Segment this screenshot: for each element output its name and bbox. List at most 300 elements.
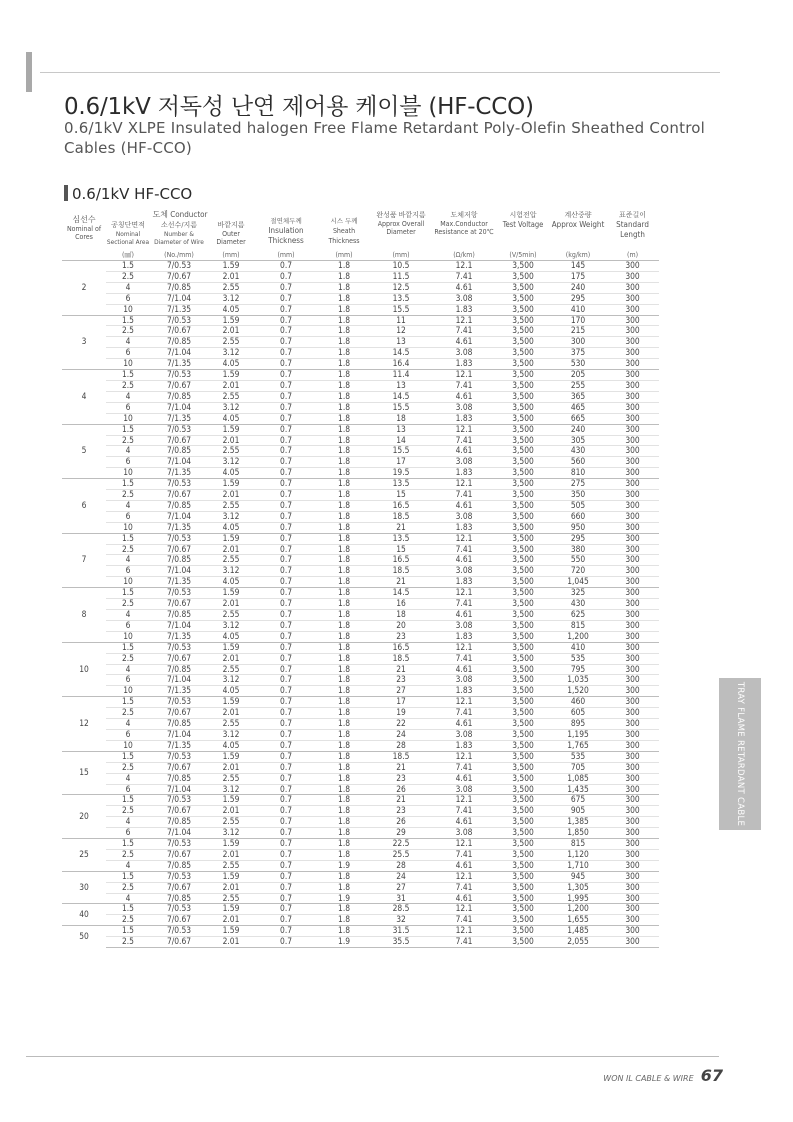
cell-overall-diameter: 13 — [370, 380, 432, 391]
table-row — [62, 413, 659, 424]
cell-test-voltage: 3,500 — [496, 424, 550, 435]
cell-area: 6 — [106, 828, 150, 839]
cell-area: 2.5 — [106, 806, 150, 817]
cell-area: 1.5 — [106, 795, 150, 806]
cell-resistance: 12.1 — [432, 839, 496, 850]
cell-length: 300 — [606, 271, 659, 282]
cell-wires: 7/1.04 — [150, 457, 208, 468]
cell-sheath: 1.8 — [318, 500, 370, 511]
cell-outer-diameter: 3.12 — [208, 566, 254, 577]
cell-outer-diameter: 1.59 — [208, 904, 254, 915]
cell-overall-diameter: 18.5 — [370, 566, 432, 577]
cell-test-voltage: 3,500 — [496, 500, 550, 511]
cell-overall-diameter: 22.5 — [370, 839, 432, 850]
cell-resistance: 3.08 — [432, 457, 496, 468]
unit-weight: (kg/km) — [565, 251, 591, 259]
cell-insulation: 0.7 — [254, 795, 318, 806]
cell-outer-diameter: 1.59 — [208, 795, 254, 806]
cell-weight: 325 — [550, 588, 606, 599]
cell-test-voltage: 3,500 — [496, 293, 550, 304]
cell-sheath: 1.8 — [318, 915, 370, 926]
cell-length: 300 — [606, 664, 659, 675]
cell-overall-diameter: 14.5 — [370, 348, 432, 359]
cell-test-voltage: 3,500 — [496, 784, 550, 795]
table-row — [62, 620, 659, 631]
cell-test-voltage: 3,500 — [496, 271, 550, 282]
table-row — [62, 817, 659, 828]
cell-resistance: 4.61 — [432, 893, 496, 904]
cell-area: 4 — [106, 893, 150, 904]
cell-outer-diameter: 4.05 — [208, 522, 254, 533]
cell-insulation: 0.7 — [254, 631, 318, 642]
cell-test-voltage: 3,500 — [496, 479, 550, 490]
table-row — [62, 293, 659, 304]
cell-area: 2.5 — [106, 653, 150, 664]
cell-length: 300 — [606, 904, 659, 915]
cell-insulation: 0.7 — [254, 675, 318, 686]
cell-length: 300 — [606, 566, 659, 577]
cell-area: 1.5 — [106, 261, 150, 272]
cell-sheath: 1.8 — [318, 479, 370, 490]
cell-weight: 175 — [550, 271, 606, 282]
cell-area: 10 — [106, 522, 150, 533]
cell-outer-diameter: 2.01 — [208, 708, 254, 719]
cell-sheath: 1.9 — [318, 860, 370, 871]
table-row — [62, 457, 659, 468]
cell-area: 6 — [106, 675, 150, 686]
cell-sheath: 1.8 — [318, 282, 370, 293]
cell-outer-diameter: 1.59 — [208, 479, 254, 490]
cell-weight: 365 — [550, 391, 606, 402]
cell-area: 4 — [106, 500, 150, 511]
cell-insulation: 0.7 — [254, 326, 318, 337]
header-overall-ko: 완성품 바깥지름 — [376, 211, 426, 219]
cell-wires: 7/0.53 — [150, 926, 208, 937]
cell-area: 2.5 — [106, 271, 150, 282]
cell-cores: 40 — [62, 904, 106, 926]
cell-overall-diameter: 11.4 — [370, 370, 432, 381]
header-area-en: Nominal Sectional Area — [106, 230, 150, 246]
cell-cores: 3 — [62, 315, 106, 370]
cell-outer-diameter: 2.01 — [208, 490, 254, 501]
cell-weight: 1,520 — [550, 686, 606, 697]
cell-area: 1.5 — [106, 697, 150, 708]
cell-overall-diameter: 31.5 — [370, 926, 432, 937]
cell-sheath: 1.8 — [318, 566, 370, 577]
cell-weight: 465 — [550, 402, 606, 413]
cell-overall-diameter: 27 — [370, 882, 432, 893]
table-row — [62, 719, 659, 730]
cell-test-voltage: 3,500 — [496, 315, 550, 326]
header-length-ko: 표준길이 — [619, 211, 647, 219]
cell-resistance: 7.41 — [432, 882, 496, 893]
cell-sheath: 1.8 — [318, 653, 370, 664]
cell-outer-diameter: 3.12 — [208, 402, 254, 413]
cell-test-voltage: 3,500 — [496, 773, 550, 784]
cell-insulation: 0.7 — [254, 828, 318, 839]
cell-length: 300 — [606, 522, 659, 533]
cell-insulation: 0.7 — [254, 817, 318, 828]
header-divider — [40, 72, 720, 73]
cell-weight: 905 — [550, 806, 606, 817]
cell-overall-diameter: 22 — [370, 719, 432, 730]
cell-outer-diameter: 2.55 — [208, 893, 254, 904]
table-row — [62, 729, 659, 740]
cell-length: 300 — [606, 860, 659, 871]
cell-outer-diameter: 3.12 — [208, 511, 254, 522]
cell-area: 10 — [106, 304, 150, 315]
table-row — [62, 435, 659, 446]
cell-wires: 7/0.67 — [150, 937, 208, 948]
table-row — [62, 282, 659, 293]
cell-insulation: 0.7 — [254, 871, 318, 882]
cell-outer-diameter: 2.55 — [208, 446, 254, 457]
cell-resistance: 4.61 — [432, 282, 496, 293]
cell-test-voltage: 3,500 — [496, 370, 550, 381]
table-row — [62, 697, 659, 708]
cell-sheath: 1.8 — [318, 402, 370, 413]
table-row — [62, 588, 659, 599]
cell-test-voltage: 3,500 — [496, 653, 550, 664]
cell-wires: 7/0.53 — [150, 904, 208, 915]
cell-test-voltage: 3,500 — [496, 795, 550, 806]
cell-overall-diameter: 16 — [370, 599, 432, 610]
cell-sheath: 1.8 — [318, 806, 370, 817]
cell-resistance: 1.83 — [432, 631, 496, 642]
header-area — [106, 220, 150, 246]
cell-sheath: 1.8 — [318, 457, 370, 468]
cell-length: 300 — [606, 380, 659, 391]
cell-outer-diameter: 2.55 — [208, 500, 254, 511]
table-row — [62, 751, 659, 762]
cell-outer-diameter: 1.59 — [208, 697, 254, 708]
cell-weight: 1,995 — [550, 893, 606, 904]
table-row — [62, 446, 659, 457]
cell-test-voltage: 3,500 — [496, 849, 550, 860]
cell-weight: 275 — [550, 479, 606, 490]
cell-overall-diameter: 28.5 — [370, 904, 432, 915]
cell-test-voltage: 3,500 — [496, 675, 550, 686]
header-insulation-ko: 절연체두께 — [270, 217, 302, 225]
cell-wires: 7/1.04 — [150, 784, 208, 795]
cell-cores: 6 — [62, 479, 106, 534]
cell-test-voltage: 3,500 — [496, 599, 550, 610]
cell-wires: 7/0.67 — [150, 490, 208, 501]
cell-length: 300 — [606, 740, 659, 751]
cell-sheath: 1.8 — [318, 642, 370, 653]
cell-insulation: 0.7 — [254, 293, 318, 304]
table-row — [62, 479, 659, 490]
cell-resistance: 7.41 — [432, 806, 496, 817]
cell-sheath: 1.8 — [318, 533, 370, 544]
cell-sheath: 1.8 — [318, 555, 370, 566]
cell-resistance: 12.1 — [432, 261, 496, 272]
cell-weight: 350 — [550, 490, 606, 501]
cell-resistance: 4.61 — [432, 337, 496, 348]
cell-overall-diameter: 18.5 — [370, 751, 432, 762]
cell-test-voltage: 3,500 — [496, 490, 550, 501]
cell-cores: 15 — [62, 751, 106, 795]
cell-weight: 795 — [550, 664, 606, 675]
cell-resistance: 12.1 — [432, 315, 496, 326]
cell-weight: 605 — [550, 708, 606, 719]
cell-sheath: 1.8 — [318, 261, 370, 272]
unit-overall: (mm) — [392, 251, 410, 259]
cell-outer-diameter: 4.05 — [208, 468, 254, 479]
cell-sheath: 1.8 — [318, 370, 370, 381]
table-row — [62, 370, 659, 381]
cell-overall-diameter: 21 — [370, 762, 432, 773]
cell-length: 300 — [606, 490, 659, 501]
cell-sheath: 1.8 — [318, 719, 370, 730]
cell-area: 4 — [106, 610, 150, 621]
header-weight-en: Approx Weight — [551, 220, 605, 229]
cell-resistance: 12.1 — [432, 588, 496, 599]
cell-outer-diameter: 2.55 — [208, 817, 254, 828]
footer-brand: WON IL CABLE & WIRE — [603, 1074, 694, 1083]
cell-area: 4 — [106, 860, 150, 871]
cell-weight: 1,765 — [550, 740, 606, 751]
cell-outer-diameter: 2.01 — [208, 435, 254, 446]
cell-outer-diameter: 1.59 — [208, 751, 254, 762]
cell-overall-diameter: 12 — [370, 326, 432, 337]
cell-resistance: 4.61 — [432, 817, 496, 828]
header-overall-en: Approx Overall Diameter — [377, 220, 425, 236]
cell-test-voltage: 3,500 — [496, 457, 550, 468]
cell-sheath: 1.8 — [318, 839, 370, 850]
header-area-ko: 공칭단면적 — [111, 221, 145, 229]
header-weight — [550, 210, 606, 246]
cell-area: 1.5 — [106, 926, 150, 937]
cell-overall-diameter: 19 — [370, 708, 432, 719]
cell-resistance: 7.41 — [432, 544, 496, 555]
table-row — [62, 806, 659, 817]
side-tab-label: TRAY FLAME RETARDANT CABLE — [735, 681, 746, 827]
header-conductor: 도체 Conductor — [152, 210, 208, 219]
cell-wires: 7/0.67 — [150, 915, 208, 926]
cell-weight: 535 — [550, 751, 606, 762]
cell-wires: 7/0.67 — [150, 653, 208, 664]
cell-outer-diameter: 1.59 — [208, 424, 254, 435]
unit-wires: (No./mm) — [164, 251, 194, 259]
header-sheath-ko: 시스 두께 — [330, 217, 358, 225]
cell-sheath: 1.8 — [318, 729, 370, 740]
cell-overall-diameter: 11.5 — [370, 271, 432, 282]
cell-area: 2.5 — [106, 544, 150, 555]
cell-wires: 7/0.53 — [150, 795, 208, 806]
cell-wires: 7/0.67 — [150, 271, 208, 282]
cell-insulation: 0.7 — [254, 446, 318, 457]
cell-weight: 430 — [550, 599, 606, 610]
cell-overall-diameter: 26 — [370, 817, 432, 828]
cell-wires: 7/0.85 — [150, 719, 208, 730]
cell-test-voltage: 3,500 — [496, 380, 550, 391]
cell-length: 300 — [606, 588, 659, 599]
cell-weight: 815 — [550, 839, 606, 850]
cell-sheath: 1.8 — [318, 424, 370, 435]
cell-outer-diameter: 2.01 — [208, 806, 254, 817]
cell-area: 4 — [106, 391, 150, 402]
cell-test-voltage: 3,500 — [496, 642, 550, 653]
cell-weight: 1,120 — [550, 849, 606, 860]
cell-test-voltage: 3,500 — [496, 413, 550, 424]
cell-resistance: 3.08 — [432, 348, 496, 359]
table-row — [62, 893, 659, 904]
cell-test-voltage: 3,500 — [496, 915, 550, 926]
cell-test-voltage: 3,500 — [496, 511, 550, 522]
table-row — [62, 380, 659, 391]
cell-resistance: 3.08 — [432, 293, 496, 304]
cell-sheath: 1.8 — [318, 904, 370, 915]
table-body — [62, 261, 659, 948]
cell-test-voltage: 3,500 — [496, 402, 550, 413]
header-insulation — [254, 210, 318, 246]
table-row — [62, 359, 659, 370]
cell-insulation: 0.7 — [254, 457, 318, 468]
header-sheath-en: Sheath Thickness — [328, 227, 360, 245]
cell-length: 300 — [606, 544, 659, 555]
table-row — [62, 926, 659, 937]
cell-insulation: 0.7 — [254, 719, 318, 730]
cell-overall-diameter: 15.5 — [370, 446, 432, 457]
cell-wires: 7/0.85 — [150, 817, 208, 828]
cell-resistance: 3.08 — [432, 402, 496, 413]
unit-outer: (mm) — [222, 251, 240, 259]
table-row — [62, 762, 659, 773]
cell-insulation: 0.7 — [254, 708, 318, 719]
cell-insulation: 0.7 — [254, 304, 318, 315]
cell-overall-diameter: 24 — [370, 729, 432, 740]
cell-overall-diameter: 18.5 — [370, 511, 432, 522]
cell-test-voltage: 3,500 — [496, 620, 550, 631]
cell-area: 6 — [106, 348, 150, 359]
cell-length: 300 — [606, 708, 659, 719]
cell-outer-diameter: 4.05 — [208, 304, 254, 315]
cell-test-voltage: 3,500 — [496, 577, 550, 588]
cell-sheath: 1.8 — [318, 795, 370, 806]
cell-outer-diameter: 2.55 — [208, 860, 254, 871]
cell-resistance: 12.1 — [432, 904, 496, 915]
cell-wires: 7/1.04 — [150, 675, 208, 686]
cell-overall-diameter: 21 — [370, 522, 432, 533]
cell-overall-diameter: 11 — [370, 315, 432, 326]
cell-cores: 20 — [62, 795, 106, 839]
cell-insulation: 0.7 — [254, 555, 318, 566]
cell-overall-diameter: 31 — [370, 893, 432, 904]
cell-insulation: 0.7 — [254, 533, 318, 544]
cell-cores: 4 — [62, 370, 106, 425]
cell-weight: 295 — [550, 533, 606, 544]
cell-resistance: 7.41 — [432, 849, 496, 860]
header-insulation-en: Insulation Thickness — [268, 226, 304, 245]
cell-length: 300 — [606, 533, 659, 544]
cell-sheath: 1.8 — [318, 631, 370, 642]
cell-overall-diameter: 15.5 — [370, 402, 432, 413]
cell-outer-diameter: 2.01 — [208, 937, 254, 948]
unit-area: (㎟) — [122, 251, 134, 259]
cell-sheath: 1.8 — [318, 697, 370, 708]
cell-outer-diameter: 4.05 — [208, 359, 254, 370]
cell-wires: 7/1.35 — [150, 413, 208, 424]
cell-resistance: 7.41 — [432, 915, 496, 926]
cell-area: 10 — [106, 413, 150, 424]
cell-wires: 7/0.53 — [150, 370, 208, 381]
cell-length: 300 — [606, 511, 659, 522]
cell-wires: 7/0.67 — [150, 849, 208, 860]
cell-sheath: 1.8 — [318, 446, 370, 457]
cell-test-voltage: 3,500 — [496, 610, 550, 621]
cell-length: 300 — [606, 446, 659, 457]
cell-test-voltage: 3,500 — [496, 588, 550, 599]
cell-wires: 7/0.85 — [150, 446, 208, 457]
cell-insulation: 0.7 — [254, 849, 318, 860]
cell-weight: 410 — [550, 642, 606, 653]
table-row — [62, 544, 659, 555]
cell-test-voltage: 3,500 — [496, 468, 550, 479]
table-row — [62, 675, 659, 686]
cell-weight: 1,435 — [550, 784, 606, 795]
cell-insulation: 0.7 — [254, 653, 318, 664]
cell-sheath: 1.8 — [318, 359, 370, 370]
cell-length: 300 — [606, 391, 659, 402]
cell-sheath: 1.8 — [318, 740, 370, 751]
cell-weight: 810 — [550, 468, 606, 479]
cell-weight: 1,045 — [550, 577, 606, 588]
cell-weight: 170 — [550, 315, 606, 326]
cell-resistance: 12.1 — [432, 424, 496, 435]
cell-area: 1.5 — [106, 871, 150, 882]
cell-length: 300 — [606, 577, 659, 588]
cell-wires: 7/1.35 — [150, 686, 208, 697]
cell-length: 300 — [606, 762, 659, 773]
cell-overall-diameter: 14.5 — [370, 588, 432, 599]
cell-test-voltage: 3,500 — [496, 631, 550, 642]
cell-sheath: 1.8 — [318, 610, 370, 621]
cell-outer-diameter: 3.12 — [208, 457, 254, 468]
cell-test-voltage: 3,500 — [496, 828, 550, 839]
cell-length: 300 — [606, 882, 659, 893]
cell-overall-diameter: 18.5 — [370, 653, 432, 664]
cell-cores: 8 — [62, 588, 106, 643]
cell-area: 10 — [106, 359, 150, 370]
cell-overall-diameter: 23 — [370, 773, 432, 784]
cell-length: 300 — [606, 599, 659, 610]
cell-wires: 7/1.35 — [150, 468, 208, 479]
cell-area: 2.5 — [106, 380, 150, 391]
cell-area: 6 — [106, 784, 150, 795]
cell-area: 2.5 — [106, 708, 150, 719]
table-row — [62, 849, 659, 860]
side-tab — [719, 678, 761, 830]
unit-resistance: (Ω/km) — [453, 251, 475, 259]
cell-area: 6 — [106, 511, 150, 522]
cell-length: 300 — [606, 620, 659, 631]
cell-wires: 7/1.04 — [150, 620, 208, 631]
cell-resistance: 7.41 — [432, 708, 496, 719]
cell-wires: 7/0.85 — [150, 893, 208, 904]
cell-insulation: 0.7 — [254, 926, 318, 937]
cell-cores: 12 — [62, 697, 106, 752]
header-outer-en: Outer Diameter — [216, 230, 246, 246]
cell-sheath: 1.8 — [318, 348, 370, 359]
header-sheath — [318, 210, 370, 246]
cell-overall-diameter: 13 — [370, 337, 432, 348]
cell-sheath: 1.8 — [318, 773, 370, 784]
cell-weight: 1,305 — [550, 882, 606, 893]
cell-sheath: 1.8 — [318, 882, 370, 893]
table-row — [62, 795, 659, 806]
cell-area: 4 — [106, 719, 150, 730]
